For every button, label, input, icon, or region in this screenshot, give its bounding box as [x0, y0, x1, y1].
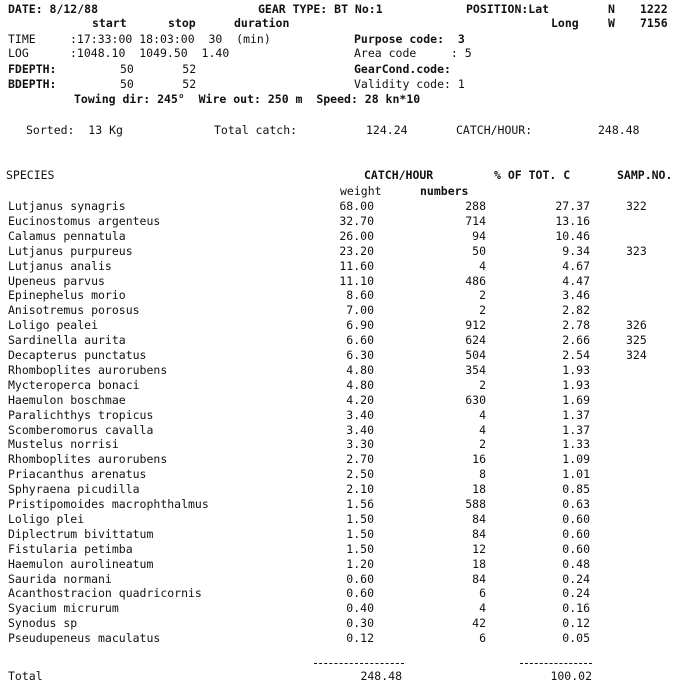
- pct-total: 0.24: [562, 586, 590, 600]
- species-header: SPECIES: [6, 168, 55, 182]
- species-name: Lutjanus analis: [8, 259, 112, 273]
- catch-weight: 0.12: [346, 631, 374, 645]
- catch-weight: 32.70: [339, 214, 374, 228]
- catch-numbers: 2: [479, 303, 486, 317]
- weight-total-rule: [314, 663, 404, 664]
- species-name: Syacium micrurum: [8, 601, 119, 615]
- species-name: Calamus pennatula: [8, 229, 126, 243]
- catch-numbers: 504: [465, 348, 486, 362]
- species-name: Loligo pealei: [8, 318, 99, 332]
- pct-total: 1.33: [562, 437, 590, 451]
- catch-weight: 11.60: [339, 259, 374, 273]
- bdepth-values: 50 52: [120, 77, 197, 91]
- pct-total-header: % OF TOT. C: [494, 168, 571, 182]
- catch-numbers: 12: [472, 542, 486, 556]
- catch-weight: 0.30: [346, 616, 374, 630]
- catch-weight: 7.00: [346, 303, 374, 317]
- catch-numbers: 42: [472, 616, 486, 630]
- long-label: Long: [551, 16, 579, 30]
- pct-total: 27.37: [555, 199, 590, 213]
- catch-weight: 68.00: [339, 199, 374, 213]
- catch-numbers: 912: [465, 318, 486, 332]
- catch-numbers: 84: [472, 527, 486, 541]
- area-code: Area code : 5: [354, 46, 472, 60]
- catch-numbers: 50: [472, 244, 486, 258]
- position-label: POSITION:Lat: [466, 2, 550, 16]
- pct-total: 1.93: [562, 363, 590, 377]
- pct-total: 3.46: [562, 288, 590, 302]
- purpose-code: Purpose code: 3: [354, 32, 465, 46]
- pct-total: 2.82: [562, 303, 590, 317]
- catch-numbers: 4: [479, 423, 486, 437]
- catch-weight: 0.40: [346, 601, 374, 615]
- pct-total: 1.93: [562, 378, 590, 392]
- pct-total: 2.66: [562, 333, 590, 347]
- catch-weight: 8.60: [346, 288, 374, 302]
- catch-weight: 0.60: [346, 572, 374, 586]
- catch-weight: 6.60: [346, 333, 374, 347]
- pct-total: 4.67: [562, 259, 590, 273]
- pct-total: 1.37: [562, 408, 590, 422]
- log-label: LOG: [8, 46, 29, 60]
- catch-numbers: 486: [465, 274, 486, 288]
- catch-numbers: 288: [465, 199, 486, 213]
- pct-total: 0.60: [562, 527, 590, 541]
- pct-total: 0.48: [562, 557, 590, 571]
- species-name: Eucinostomus argenteus: [8, 214, 161, 228]
- species-name: Pristipomoides macrophthalmus: [8, 497, 209, 511]
- pct-total: 10.46: [555, 229, 590, 243]
- sample-number: 322: [626, 199, 647, 213]
- total-catch-label: Total catch:: [214, 123, 298, 137]
- species-name: Decapterus punctatus: [8, 348, 147, 362]
- pct-total: 0.05: [562, 631, 590, 645]
- catch-hour-value: 248.48: [598, 123, 640, 137]
- catch-weight: 1.56: [346, 497, 374, 511]
- catch-numbers: 18: [472, 482, 486, 496]
- lat-dir: N: [608, 2, 615, 16]
- total-catch-value: 124.24: [366, 123, 408, 137]
- sorted-weight: Sorted: 13 Kg: [26, 123, 123, 137]
- catch-hour-label: CATCH/HOUR:: [456, 123, 533, 137]
- col-stop: stop: [168, 16, 196, 30]
- pct-total: 9.34: [562, 244, 590, 258]
- catch-weight: 4.20: [346, 393, 374, 407]
- pct-total: 2.54: [562, 348, 590, 362]
- bdepth-label: BDEPTH:: [8, 77, 57, 91]
- pct-total: 2.78: [562, 318, 590, 332]
- col-start: start: [92, 16, 127, 30]
- pct-total: 13.16: [555, 214, 590, 228]
- catch-numbers: 4: [479, 259, 486, 273]
- species-name: Loligo plei: [8, 512, 85, 526]
- sample-number: 323: [626, 244, 647, 258]
- species-name: Anisotremus porosus: [8, 303, 140, 317]
- catch-weight: 4.80: [346, 378, 374, 392]
- species-name: Lutjanus synagris: [8, 199, 126, 213]
- catch-weight: 3.40: [346, 408, 374, 422]
- catch-weight: 2.10: [346, 482, 374, 496]
- pct-total: 0.12: [562, 616, 590, 630]
- pct-total: 1.37: [562, 423, 590, 437]
- catch-numbers: 84: [472, 512, 486, 526]
- catch-numbers: 354: [465, 363, 486, 377]
- catch-weight: 1.50: [346, 542, 374, 556]
- catch-numbers: 4: [479, 408, 486, 422]
- sample-number: 326: [626, 318, 647, 332]
- catch-numbers: 84: [472, 572, 486, 586]
- catch-numbers: 6: [479, 586, 486, 600]
- catch-numbers: 4: [479, 601, 486, 615]
- sample-number: 324: [626, 348, 647, 362]
- species-name: Sphyraena picudilla: [8, 482, 140, 496]
- catch-numbers: 630: [465, 393, 486, 407]
- species-name: Priacanthus arenatus: [8, 467, 147, 481]
- catch-weight: 26.00: [339, 229, 374, 243]
- catch-weight: 1.50: [346, 527, 374, 541]
- species-name: Rhomboplites aurorubens: [8, 363, 168, 377]
- species-name: Acanthostracion quadricornis: [8, 586, 202, 600]
- catch-weight: 2.50: [346, 467, 374, 481]
- log-values: :1048.10 1049.50 1.40: [70, 46, 230, 60]
- fdepth-values: 50 52: [120, 62, 197, 76]
- catch-weight: 0.60: [346, 586, 374, 600]
- fdepth-label: FDEPTH:: [8, 62, 57, 76]
- species-name: Haemulon aurolineatum: [8, 557, 154, 571]
- catch-numbers: 8: [479, 467, 486, 481]
- catch-weight: 3.30: [346, 437, 374, 451]
- catch-numbers: 714: [465, 214, 486, 228]
- gear-type: GEAR TYPE: BT No:1: [258, 2, 383, 16]
- long-dir: W: [608, 16, 615, 30]
- species-name: Epinephelus morio: [8, 288, 126, 302]
- species-name: Synodus sp: [8, 616, 78, 630]
- species-name: Lutjanus purpureus: [8, 244, 133, 258]
- catch-numbers: 588: [465, 497, 486, 511]
- pct-total: 0.60: [562, 542, 590, 556]
- catch-numbers: 18: [472, 557, 486, 571]
- pct-total: 0.85: [562, 482, 590, 496]
- catch-numbers: 2: [479, 288, 486, 302]
- species-name: Diplectrum bivittatum: [8, 527, 154, 541]
- catch-weight: 1.20: [346, 557, 374, 571]
- numbers-header: numbers: [420, 184, 469, 198]
- pct-total: 1.69: [562, 393, 590, 407]
- towing-info: Towing dir: 245° Wire out: 250 m Speed: 28 kn*10: [74, 92, 421, 106]
- species-name: Mustelus norrisi: [8, 437, 119, 451]
- catch-weight: 11.10: [339, 274, 374, 288]
- gear-cond-code: GearCond.code:: [354, 62, 451, 76]
- catch-weight: 6.90: [346, 318, 374, 332]
- pct-total: 4.47: [562, 274, 590, 288]
- pct-total: 1.01: [562, 467, 590, 481]
- weight-header: weight: [340, 184, 382, 198]
- catch-weight: 6.30: [346, 348, 374, 362]
- time-label: TIME: [8, 32, 36, 46]
- pct-total: 0.60: [562, 512, 590, 526]
- species-name: Fistularia petimba: [8, 542, 133, 556]
- pct-total: 0.24: [562, 572, 590, 586]
- catch-weight: 1.50: [346, 512, 374, 526]
- catch-numbers: 2: [479, 378, 486, 392]
- total-pct: 100.02: [550, 669, 592, 683]
- catch-weight: 23.20: [339, 244, 374, 258]
- catch-weight: 2.70: [346, 452, 374, 466]
- validity-code: Validity code: 1: [354, 77, 465, 91]
- catch-hour-header: CATCH/HOUR: [364, 168, 434, 182]
- catch-numbers: 6: [479, 631, 486, 645]
- catch-numbers: 2: [479, 437, 486, 451]
- sample-number: 325: [626, 333, 647, 347]
- total-weight: 248.48: [360, 669, 402, 683]
- species-name: Upeneus parvus: [8, 274, 105, 288]
- species-name: Pseudupeneus maculatus: [8, 631, 161, 645]
- species-name: Scomberomorus cavalla: [8, 423, 154, 437]
- lat-value: 1222: [640, 2, 668, 16]
- time-values: :17:33:00 18:03:00 30 (min): [70, 32, 271, 46]
- catch-numbers: 16: [472, 452, 486, 466]
- catch-weight: 3.40: [346, 423, 374, 437]
- species-name: Sardinella aurita: [8, 333, 126, 347]
- catch-numbers: 94: [472, 229, 486, 243]
- catch-weight: 4.80: [346, 363, 374, 377]
- species-name: Haemulon boschmae: [8, 393, 126, 407]
- species-name: Paralichthys tropicus: [8, 408, 154, 422]
- species-name: Saurida normani: [8, 572, 112, 586]
- catch-numbers: 624: [465, 333, 486, 347]
- pct-total-rule: [520, 663, 592, 664]
- pct-total: 0.63: [562, 497, 590, 511]
- pct-total: 1.09: [562, 452, 590, 466]
- total-label: Total: [8, 669, 43, 683]
- long-value: 7156: [640, 16, 668, 30]
- species-name: Mycteroperca bonaci: [8, 378, 140, 392]
- date: DATE: 8/12/88: [8, 2, 99, 16]
- samp-no-header: SAMP.NO.: [617, 168, 673, 182]
- species-name: Rhomboplites aurorubens: [8, 452, 168, 466]
- col-duration: duration: [234, 16, 290, 30]
- pct-total: 0.16: [562, 601, 590, 615]
